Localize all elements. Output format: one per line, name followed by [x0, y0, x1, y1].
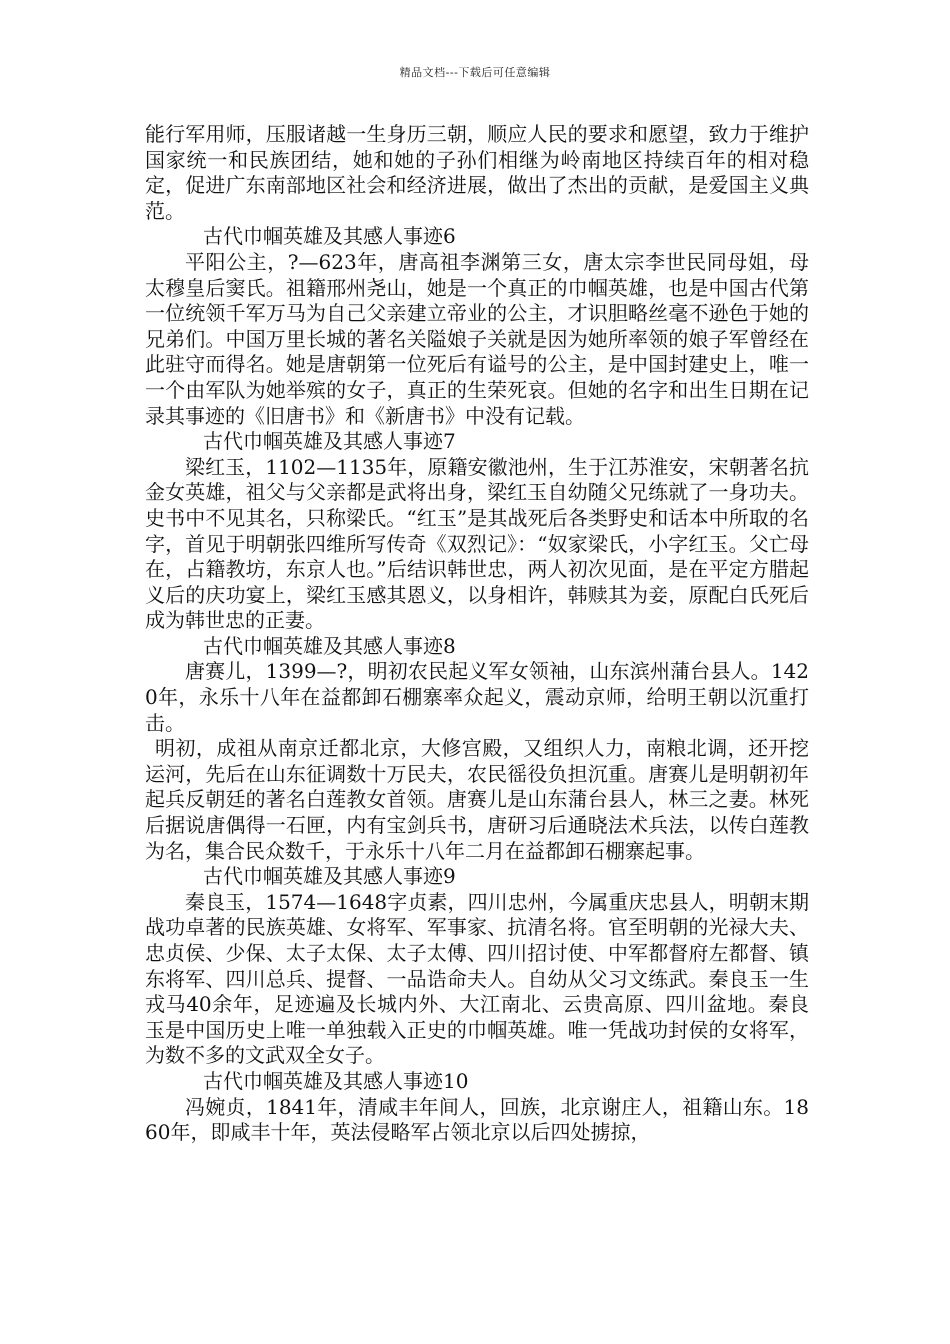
paragraph: 秦良玉，1574—1648字贞素，四川忠州，今属重庆忠县人，明朝末期战功卓著的民族英雄、女将军、军事家、抗清名将。官至明朝的光禄大夫、忠贞侯、少保、太子太保、太子太傅、四川招讨使、中军都督府左都督、镇东将军、四川总兵、提督、一品诰命夫人。自幼从父习文练武。秦良玉一生戎马40余年，足迹遍及长城内外、大江南北、云贵高原、四川盆地。秦良玉是中国历史上唯一单独载入正史的巾帼英雄。唯一凭战功封侯的女将军，为数不多的文武双全女子。 [145, 889, 809, 1068]
paragraph: 明初，成祖从南京迁都北京，大修宫殿，又组织人力，南粮北调，还开挖运河，先后在山东征调数十万民夫，农民徭役负担沉重。唐赛儿是明朝初年起兵反朝廷的著名白莲教女首领。唐赛儿是山东蒲台县人，林三之妻。林死后据说唐偶得一石匣，内有宝剑兵书，唐研习后通晓法术兵法，以传白莲教为名，集合民众数千，于永乐十八年二月在益都卸石棚寨起事。 [145, 736, 809, 863]
paragraph: 平阳公主，?—623年，唐高祖李渊第三女，唐太宗李世民同母姐，母太穆皇后窦氏。祖籍邢州尧山，她是一个真正的巾帼英雄，也是中国古代第一位统领千军万马为自己父亲建立帝业的公主，才识胆略丝毫不逊色于她的兄弟们。中国万里长城的著名关隘娘子关就是因为她所率领的娘子军曾经在此驻守而得名。她是唐朝第一位死后有谥号的公主，是中国封建史上，唯一一个由军队为她举殡的女子，真正的生荣死哀。但她的名字和出生日期在记录其事迹的《旧唐书》和《新唐书》中没有记载。 [145, 249, 809, 428]
section-heading: 古代巾帼英雄及其感人事迹7 [203, 429, 456, 454]
paragraph: 冯婉贞，1841年，清咸丰年间人，回族，北京谢庄人，祖籍山东。1860年，即咸丰十年，英法侵略军占领北京以后四处掳掠， [145, 1094, 809, 1145]
paragraph: 能行军用师，压服诸越一生身历三朝，顺应人民的要求和愿望，致力于维护国家统一和民族团结，她和她的子孙们相继为岭南地区持续百年的相对稳定，促进广东南部地区社会和经济进展，做出了杰出的贡献，是爱国主义典范。 [145, 122, 809, 223]
document-body [145, 122, 809, 1146]
page-header: 精品文档---下载后可任意编辑 [399, 66, 551, 79]
section-heading: 古代巾帼英雄及其感人事迹8 [203, 633, 456, 658]
section-heading: 古代巾帼英雄及其感人事迹6 [203, 224, 456, 249]
section-heading: 古代巾帼英雄及其感人事迹9 [203, 864, 456, 889]
section-heading: 古代巾帼英雄及其感人事迹10 [203, 1068, 469, 1093]
paragraph: 唐赛儿，1399—?，明初农民起义军女领袖，山东滨州蒲台县人。1420年，永乐十八年在益都卸石棚寨率众起义，震动京师，给明王朝以沉重打击。 [145, 659, 809, 735]
paragraph: 梁红玉，1102—1135年，原籍安徽池州，生于江苏淮安，宋朝著名抗金女英雄，祖父与父亲都是武将出身，梁红玉自幼随父兄练就了一身功夫。史书中不见其名，只称梁氏。“红玉”是其战死后各类野史和话本中所取的名字，首见于明朝张四维所写传奇《双烈记》：“奴家梁氏，小字红玉。父亡母在，占籍教坊，东京人也。”后结识韩世忠，两人初次见面，是在平定方腊起义后的庆功宴上，梁红玉感其恩义，以身相许，韩赎其为妾，原配白氏死后成为韩世忠的正妻。 [145, 454, 809, 633]
